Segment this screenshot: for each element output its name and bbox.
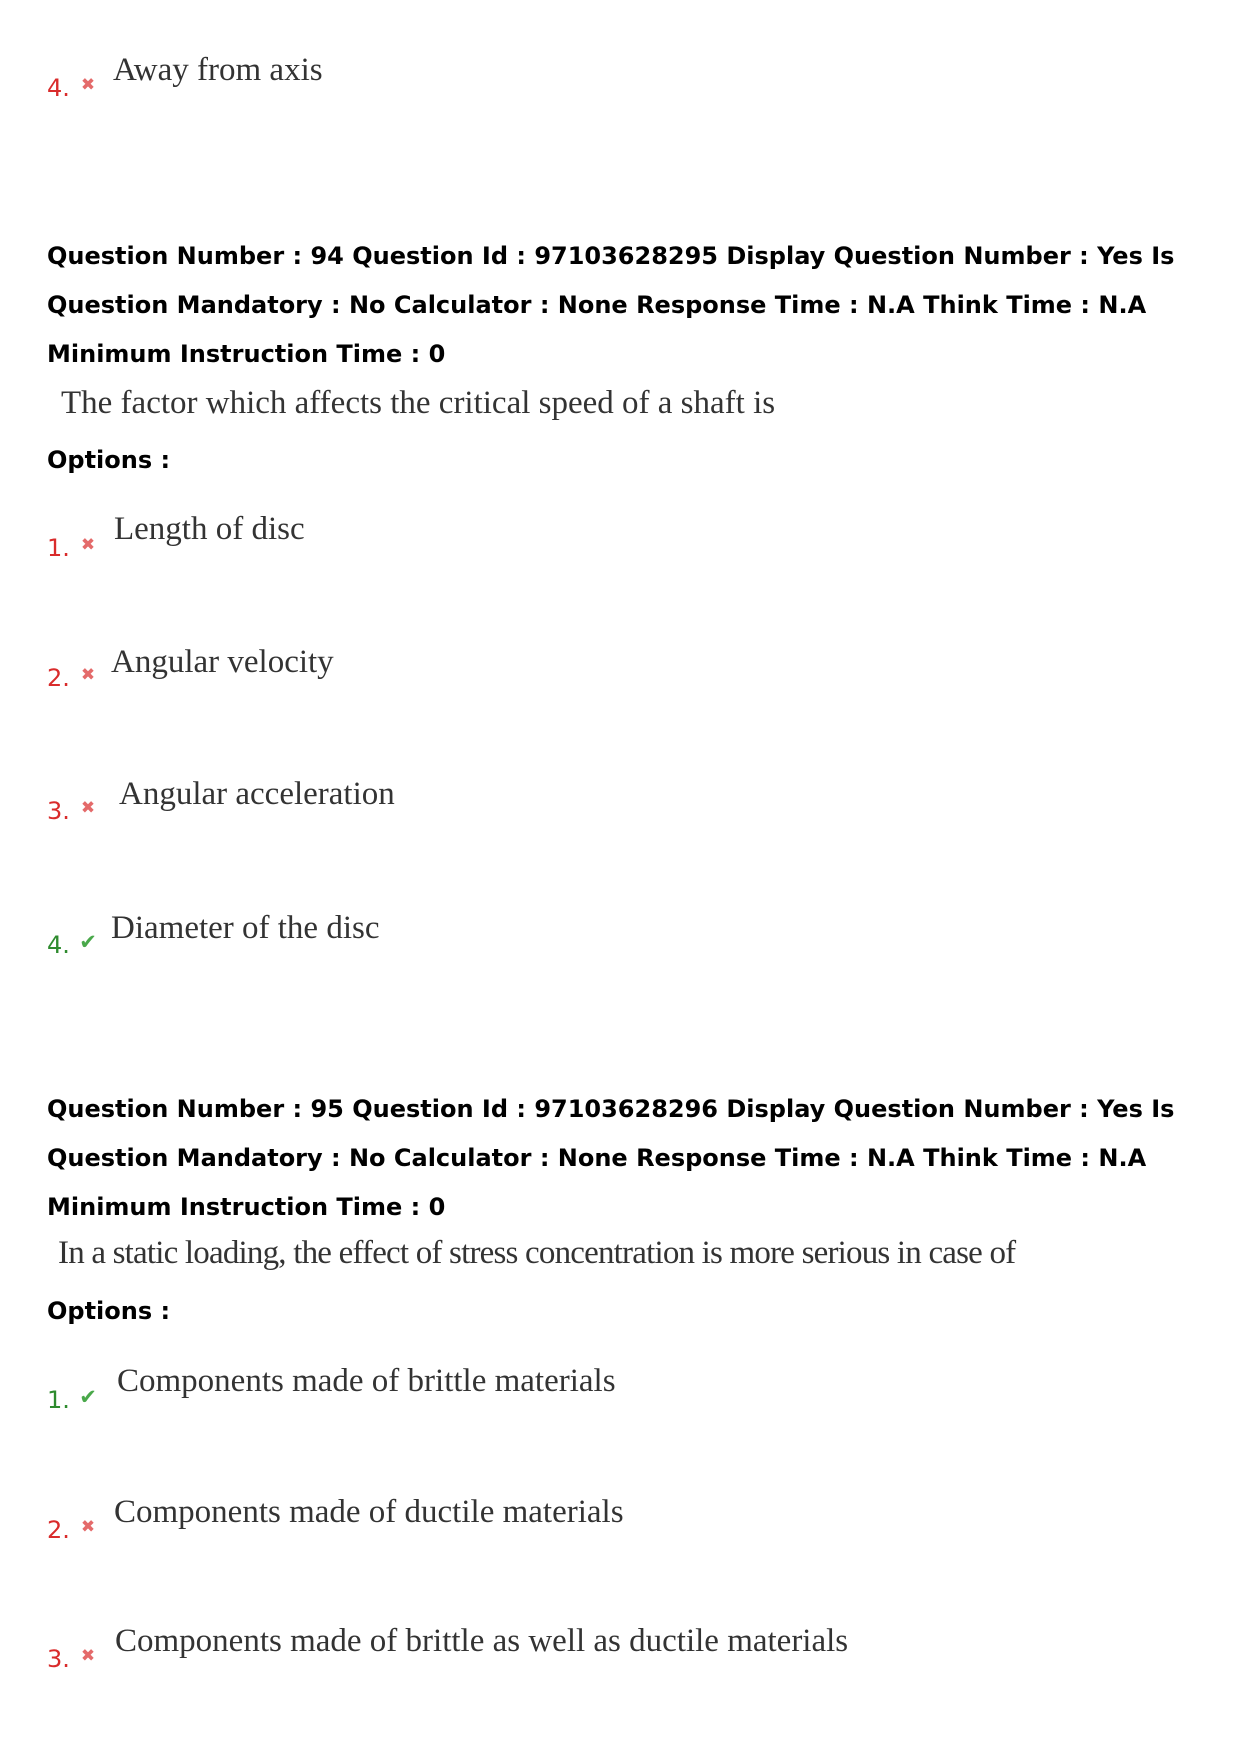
cross-icon: ✖ xyxy=(80,534,96,555)
option-text: Away from axis xyxy=(113,52,323,88)
question-95-text: In a static loading, the effect of stress concentration is more serious in case of xyxy=(58,1235,1016,1271)
cross-icon: ✖ xyxy=(80,74,96,95)
option-number: 1. xyxy=(47,534,70,562)
option-number: 3. xyxy=(47,1645,70,1673)
option-number: 3. xyxy=(47,797,70,825)
question-94-meta: Question Number : 94 Question Id : 97103628295 Display Question Number : Yes Is Question Mandatory : No Calculator : None Response Time : N.A Think Time : N.A Minimum Instruction Time : 0 xyxy=(47,242,1175,368)
option-number: 2. xyxy=(47,1516,70,1544)
cross-icon: ✖ xyxy=(80,664,96,685)
cross-icon: ✖ xyxy=(80,1516,96,1537)
option-text: Length of disc xyxy=(114,511,305,547)
question-95-options-label: Options : xyxy=(47,1297,171,1325)
option-number: 2. xyxy=(47,664,70,692)
option-number: 1. xyxy=(47,1386,70,1414)
question-94-text: The factor which affects the critical speed of a shaft is xyxy=(61,385,776,421)
check-icon: ✔ xyxy=(79,929,97,954)
option-number: 4. xyxy=(47,74,70,102)
question-94-options-label: Options : xyxy=(47,446,171,474)
cross-icon: ✖ xyxy=(80,1645,96,1666)
option-text: Components made of ductile materials xyxy=(114,1494,624,1530)
check-icon: ✔ xyxy=(79,1384,97,1409)
option-text: Angular acceleration xyxy=(119,776,395,812)
question-95-meta: Question Number : 95 Question Id : 97103628296 Display Question Number : Yes Is Question Mandatory : No Calculator : None Response Time : N.A Think Time : N.A Minimum Instruction Time : 0 xyxy=(47,1095,1175,1221)
option-text: Components made of brittle as well as ductile materials xyxy=(115,1623,849,1659)
option-number: 4. xyxy=(47,931,70,959)
option-text: Diameter of the disc xyxy=(111,910,380,946)
option-text: Components made of brittle materials xyxy=(117,1363,616,1399)
cross-icon: ✖ xyxy=(80,797,96,818)
option-text: Angular velocity xyxy=(111,644,334,680)
